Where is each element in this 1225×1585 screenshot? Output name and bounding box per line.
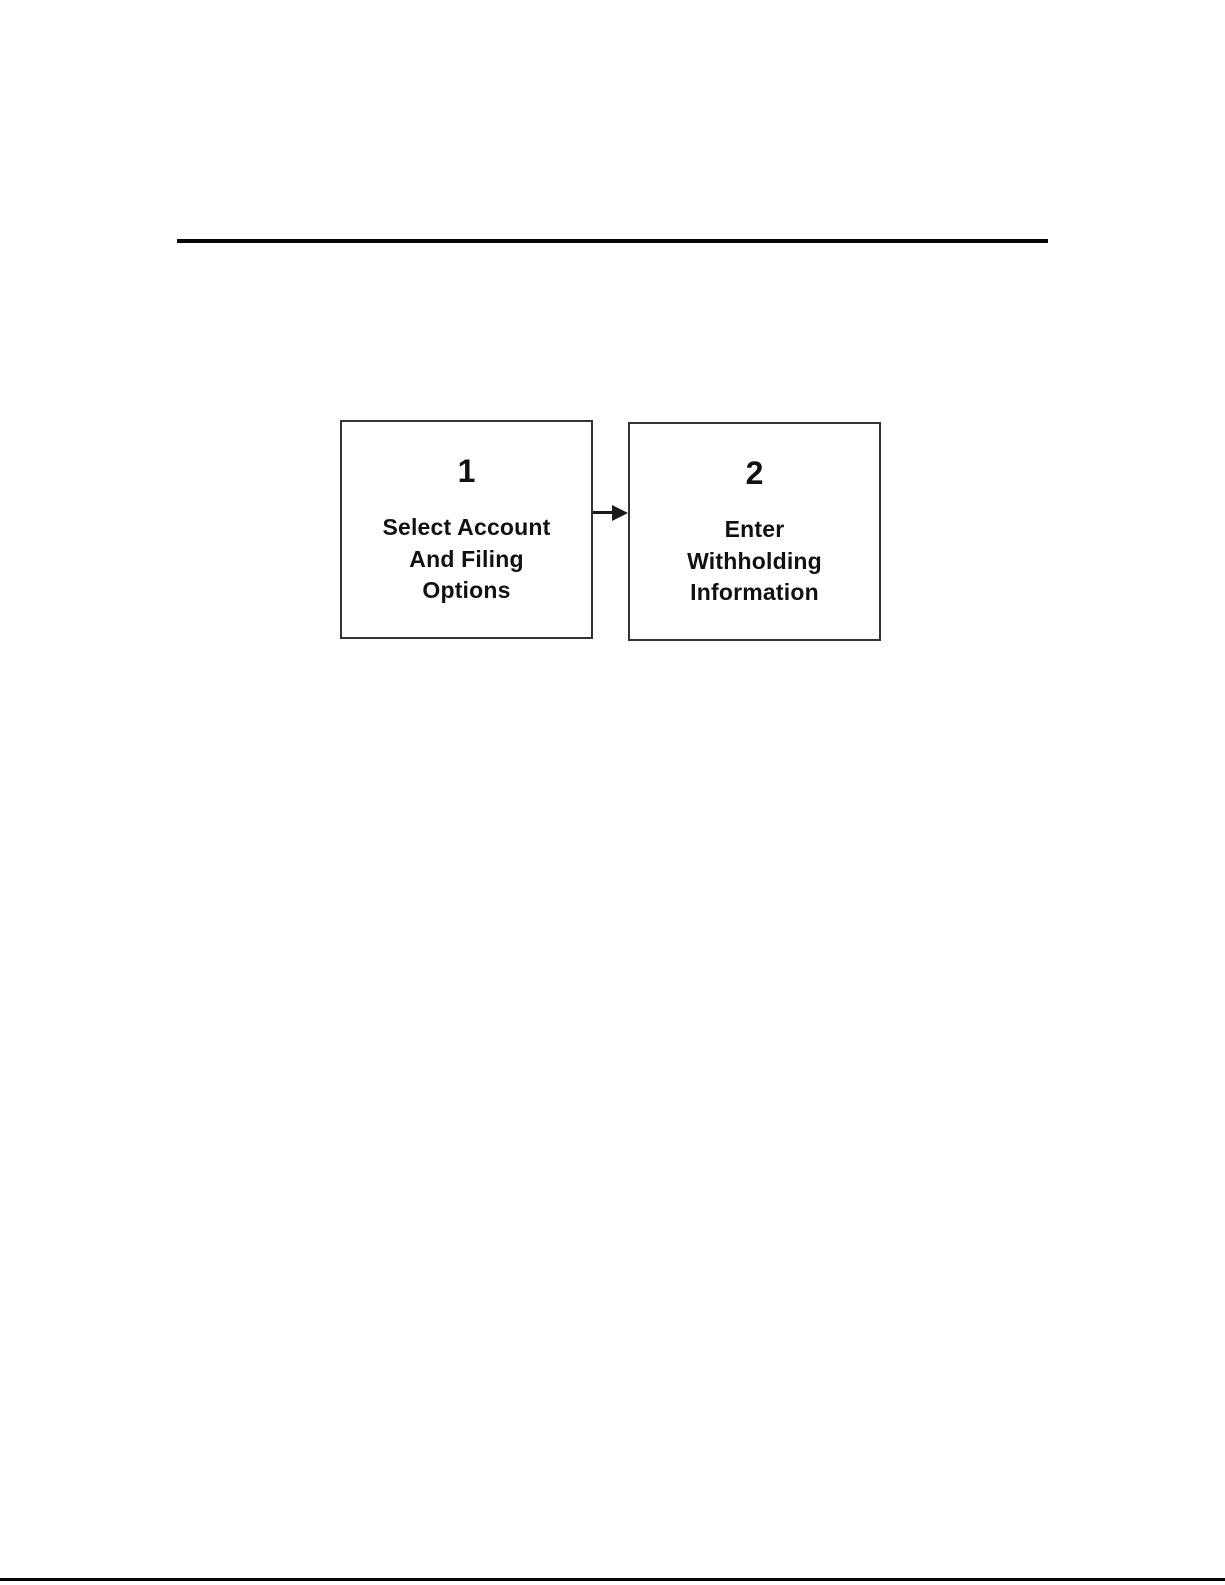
arrow-right-icon xyxy=(612,505,628,521)
step-1-label xyxy=(342,512,591,607)
step-2-label-line-3: Information xyxy=(690,579,819,605)
step-1-label-line-3: Options xyxy=(422,577,511,603)
step-1-label-line-1: Select Account xyxy=(382,514,551,540)
step-2-label-line-2: Withholding xyxy=(687,547,822,574)
step-2-number: 2 xyxy=(745,455,764,491)
step-box-2 xyxy=(628,422,881,641)
step-1-label-line-2: And Filing xyxy=(409,545,524,572)
step-2-label-line-1: Enter xyxy=(724,516,785,542)
step-2-label xyxy=(630,514,879,609)
step-box-1 xyxy=(340,420,593,639)
header-rule xyxy=(177,239,1048,243)
step-1-number: 1 xyxy=(457,453,476,489)
footer-rule xyxy=(0,1578,1225,1581)
